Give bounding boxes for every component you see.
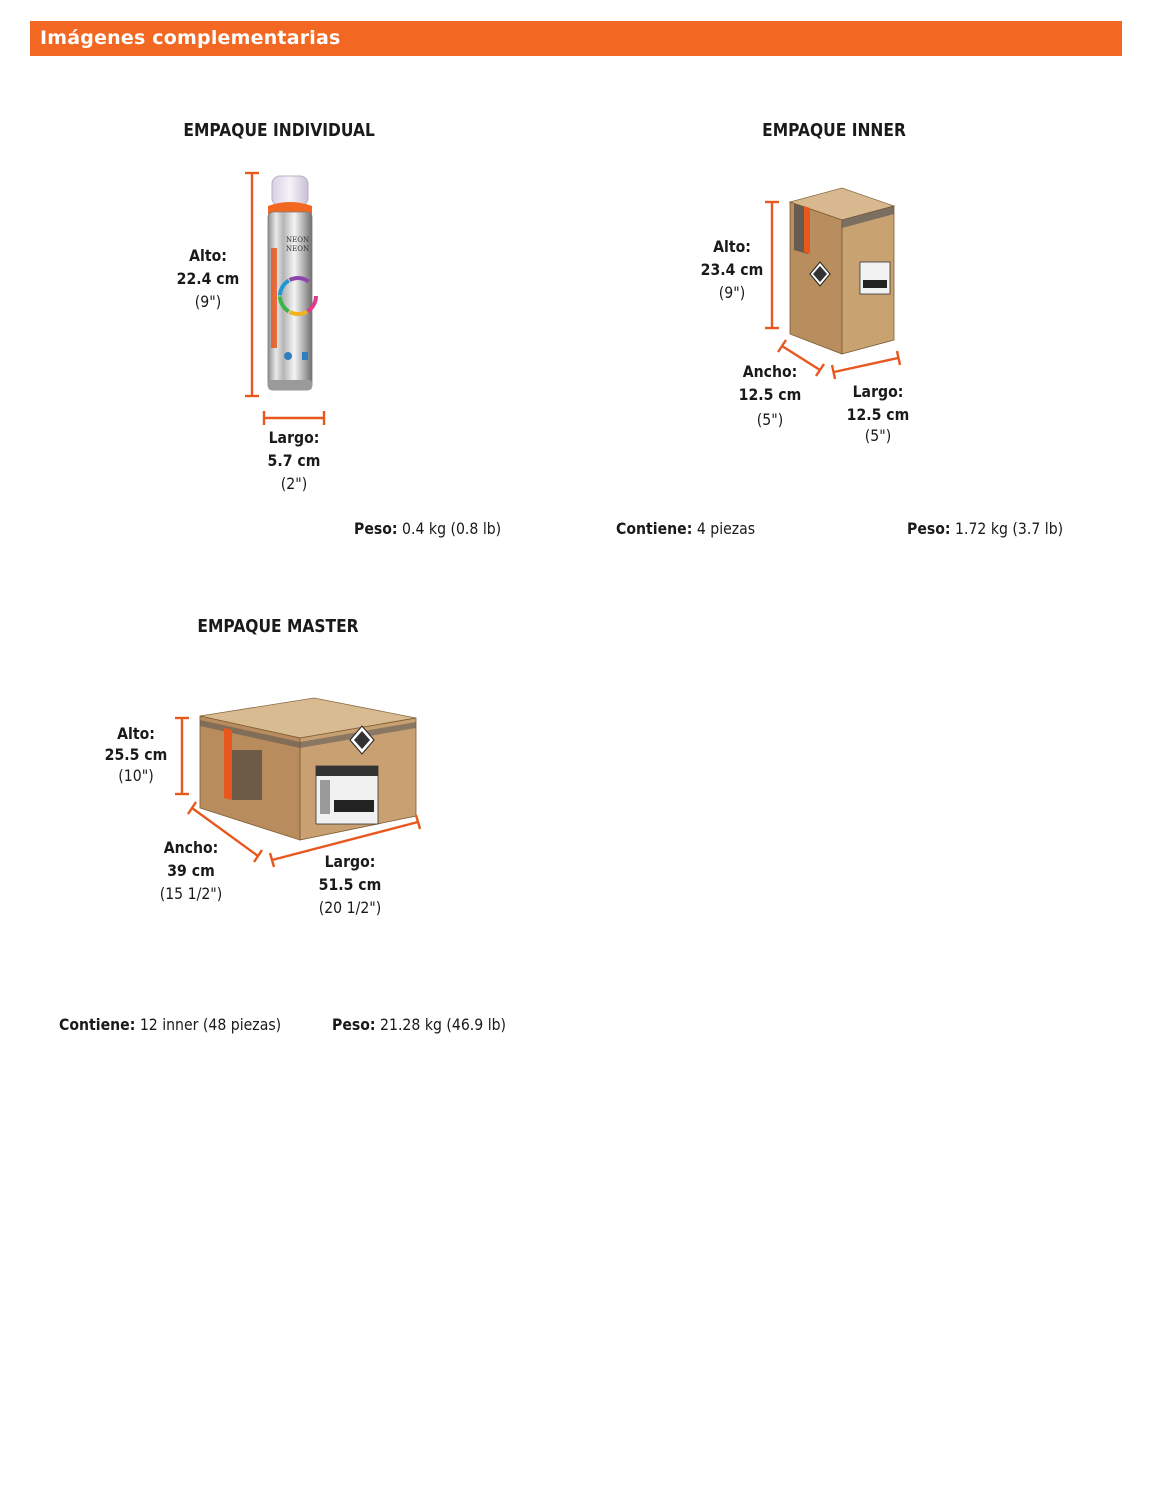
inner-length-dimension-line (832, 351, 900, 379)
ancho-value: 39 cm (167, 861, 215, 880)
peso-label: Peso: (332, 1015, 376, 1034)
alto-label: Alto: (713, 237, 751, 256)
can-neon-line-1: NEON (286, 236, 310, 244)
alto-label: Alto: (189, 246, 227, 265)
peso-value: 1.72 kg (3.7 lb) (955, 519, 1064, 538)
ancho-imperial: (15 1/2") (159, 884, 223, 903)
master-title: EMPAQUE MASTER (197, 616, 359, 637)
ancho-imperial: (5") (756, 410, 784, 429)
master-peso (332, 1015, 506, 1034)
peso-label: Peso: (907, 519, 951, 538)
master-alto (99, 723, 173, 786)
largo-label: Largo: (324, 852, 376, 871)
contiene-value: 4 piezas (696, 519, 756, 538)
contiene-value: 12 inner (48 piezas) (139, 1015, 282, 1034)
individual-title: EMPAQUE INDIVIDUAL (183, 120, 375, 141)
alto-value: 25.5 cm (104, 745, 168, 764)
inner-title: EMPAQUE INNER (762, 120, 906, 141)
section-header-bar (30, 21, 1122, 56)
largo-imperial: (5") (864, 426, 892, 445)
peso-label: Peso: (354, 519, 398, 538)
contiene-label: Contiene: (616, 519, 693, 538)
largo-imperial: (20 1/2") (318, 898, 382, 917)
largo-value: 12.5 cm (846, 405, 910, 424)
largo-imperial: (2") (280, 474, 308, 493)
alto-imperial: (9") (194, 292, 222, 311)
contiene-label: Contiene: (59, 1015, 136, 1034)
section-title: Imágenes complementarias (40, 27, 341, 49)
ancho-label: Ancho: (163, 838, 219, 857)
can-neon-text (286, 236, 309, 254)
alto-imperial: (10") (118, 766, 154, 785)
inner-peso (907, 519, 1063, 538)
alto-label: Alto: (117, 724, 155, 743)
height-dimension-line (245, 173, 259, 396)
master-largo (304, 850, 396, 919)
width-dimension-line (264, 411, 324, 425)
alto-imperial: (9") (718, 283, 746, 302)
inner-box-image (760, 184, 910, 384)
inner-alto (695, 235, 769, 304)
alto-value: 23.4 cm (700, 260, 764, 279)
ancho-label: Ancho: (742, 362, 798, 381)
spray-can-image (240, 168, 340, 428)
inner-largo (841, 380, 915, 445)
ancho-value: 12.5 cm (738, 385, 802, 404)
inner-contiene (616, 519, 755, 538)
largo-value: 5.7 cm (267, 451, 321, 470)
largo-label: Largo: (268, 428, 320, 447)
individual-peso (354, 519, 501, 538)
individual-largo (259, 426, 329, 495)
peso-value: 0.4 kg (0.8 lb) (402, 519, 502, 538)
peso-value: 21.28 kg (46.9 lb) (380, 1015, 507, 1034)
master-height-dimension-line (175, 718, 189, 794)
alto-value: 22.4 cm (176, 269, 240, 288)
largo-label: Largo: (852, 382, 904, 401)
master-contiene (59, 1015, 281, 1034)
can-neon-line-2: NEON (286, 245, 310, 253)
largo-value: 51.5 cm (318, 875, 382, 894)
master-ancho (150, 836, 233, 905)
individual-alto (173, 244, 243, 313)
inner-ancho (733, 360, 807, 431)
